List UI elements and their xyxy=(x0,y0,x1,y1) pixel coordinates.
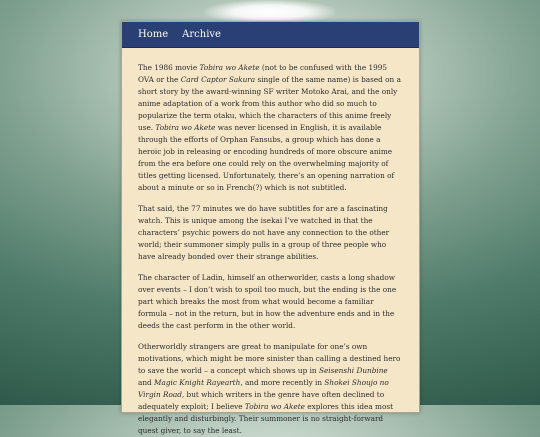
nav-archive-link[interactable]: Archive xyxy=(182,29,221,40)
paragraph-2: That said, the 77 minutes we do have subtitles for are a fascinating watch. This is unique among the isekai I’ve watched in that the characters’ psychic powers do not have any connection to the other world; their summoner simply pulls in a group of three people who have already bonded over their strange abilities. xyxy=(138,204,390,261)
nav-home-link[interactable]: Home xyxy=(138,29,169,40)
page-container xyxy=(121,21,420,435)
title-magic-knight-rayearth: Magic Knight Rayearth xyxy=(154,378,241,387)
article-body xyxy=(122,48,419,437)
title-seisenshi-dunbine: Seisenshi Dunbine xyxy=(318,366,388,375)
paragraph-3: The character of Ladin, himself an otherworlder, casts a long shadow over events – I don’t wish to spoil too much, but the ending is the one part which breaks the most from what would become a familiar formula – not in the return, but in how the adventure ends and in the deeds the cast perform in the other world. xyxy=(138,273,397,330)
paragraph-1: The 1986 movie Tobira wo Akete (not to be confused with the 1995 OVA or the Card Captor Sakura single of the same name) is based on a short story by the award-winning SF writer Motoko Arai, and the only anime adaptation of a work from this author who did so much to popularize the term otaku, which the characters of this anime freely use. Tobira wo Akete was never licensed in English, it is available through the efforts of Orphan Fansubs, a group which has done a heroic job in releasing or encoding hundreds of more obscure anime from the era before one could rely on the overwhelming majority of titles getting licensed. Unfortunately, there’s an opening narration of about a minute or so in French(?) which is not subtitled. xyxy=(138,63,401,192)
title-tobira-wo-akete: Tobira wo Akete xyxy=(199,63,260,72)
top-navigation xyxy=(122,22,419,48)
title-tobira-wo-akete: Tobira wo Akete xyxy=(155,123,216,132)
title-tobira-wo-akete: Tobira wo Akete xyxy=(244,402,305,411)
paragraph-4: Otherworldly strangers are great to manipulate for one’s own motivations, which might be more sinister than calling a destined hero to save the world – a concept which shows up in Seisenshi Dunbine and Magic Knight Rayearth, and more recently in Shokei Shoujo no Virgin Road, but which writers in the genre have often declined to adequately exploit; I believe Tobira wo Akete explores this idea most elegantly and disturbingly. Their summoner is no straight-forward quest giver, to say the least. xyxy=(138,342,401,435)
title-card-captor-sakura: Card Captor Sakura xyxy=(180,75,256,84)
title-shokei-shoujo: Shokei Shoujo no Virgin Road xyxy=(138,378,389,399)
